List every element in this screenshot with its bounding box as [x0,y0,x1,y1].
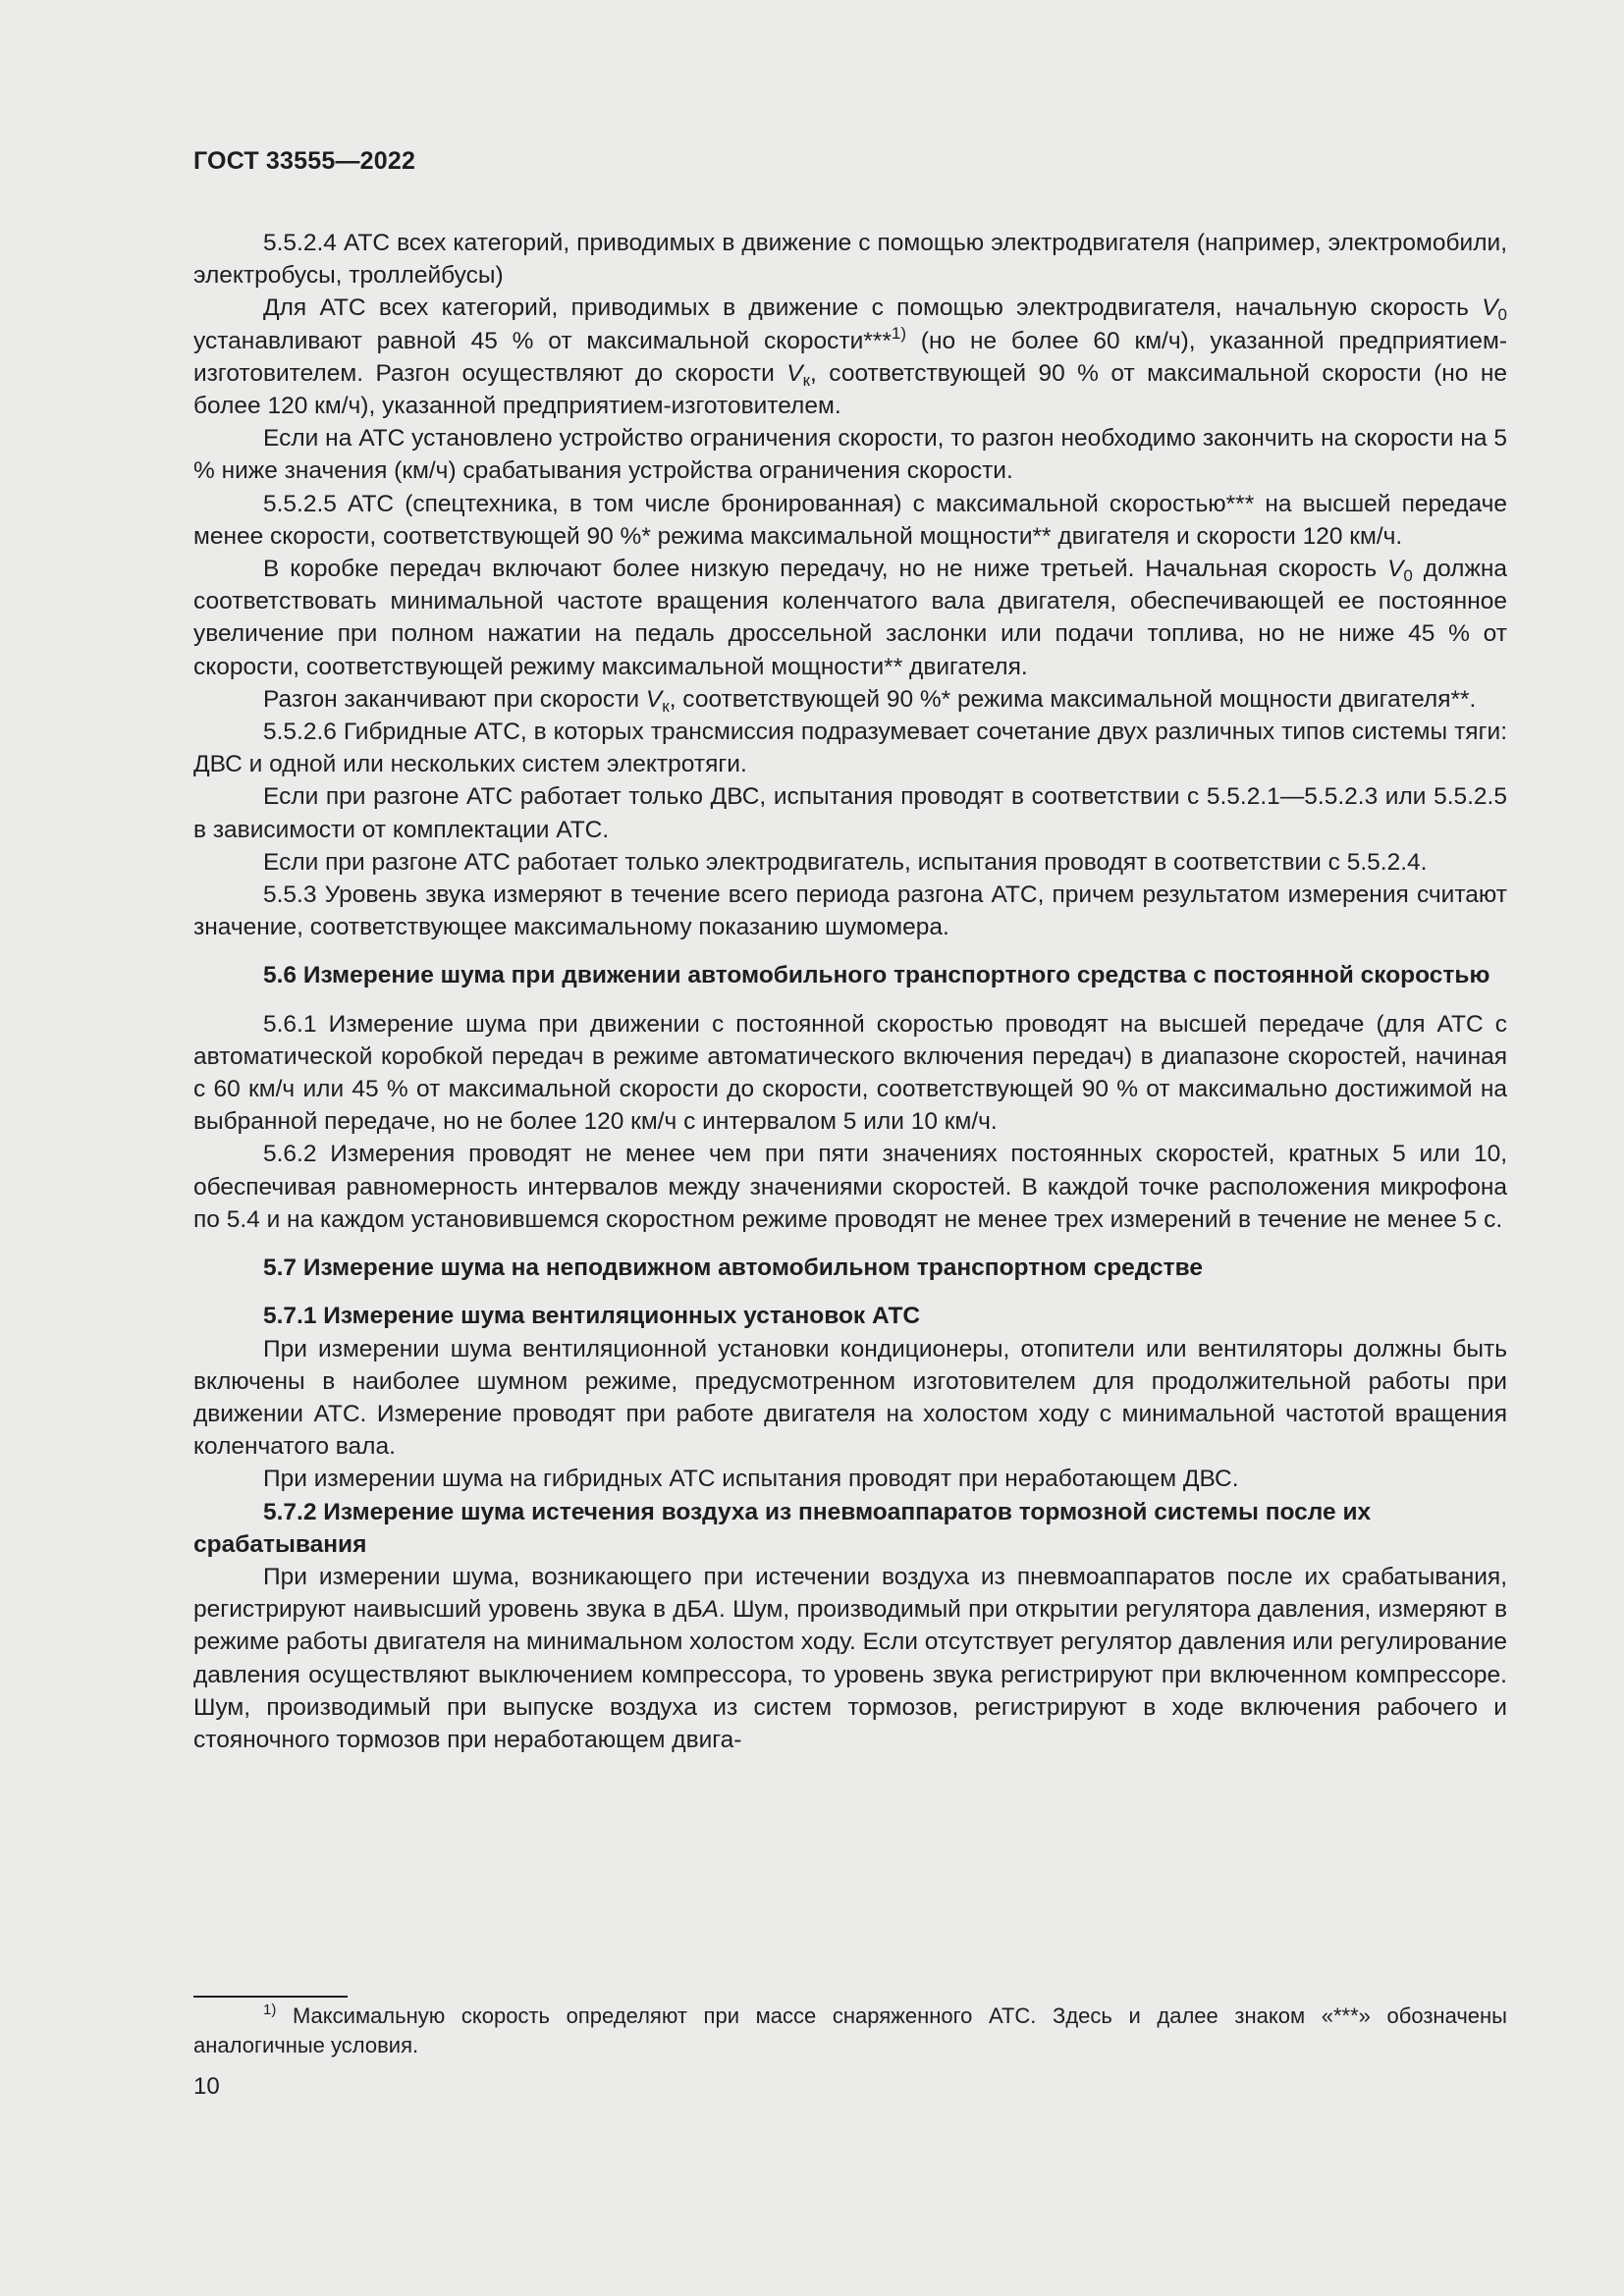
paragraph-5-5-2-6: 5.5.2.6 Гибридные АТС, в которых трансмиссия подразумевает сочетание двух различных типов системы тяги: ДВС и одной или нескольких систем электротяги. [193,719,1507,778]
paragraph-5-6-2: 5.6.2 Измерения проводят не менее чем при пяти значениях постоянных скоростей, кратных 5 или 10, обеспечивая равномерность интервалов между значениями скоростей. В каждой точке расположения микрофона по 5.4 и на каждом установившемся скоростном режиме проводят не менее трех измерений в течение не менее 5 с. [193,1141,1507,1233]
paragraph-gearbox-start-speed: В коробке передач включают более низкую передачу, но не ниже третьей. Начальная скорость $V_0$ должна соответствовать минимальной частоте вращения коленчатого вала двигателя, обеспечивающей ее постоянное увеличение при полном нажатии на педаль дроссельной заслонки или подачи топлива, но не ниже 45 % от скорости, соответствующей режиму максимальной мощности** двигателя. [193,556,1507,680]
paragraph-5-5-3: 5.5.3 Уровень звука измеряют в течение всего периода разгона АТС, причем результатом измерения считают значение, соответствующее максимальному показанию шумомера. [193,881,1507,941]
paragraph-electric-start-speed: Для АТС всех категорий, приводимых в движение с помощью электродвигателя, начальную скорость $V_0$ устанавливают равной 45 % от максимальной скорости***$^{1)}$ (но не более 60 км/ч), указанной предприятием-изготовителем. Разгон осуществляют до скорости $V_к$, соответствующей 90 % от максимальной скорости (но не более 120 км/ч), указанной предприятием-изготовителем. [193,294,1507,420]
document-body [193,227,1507,1756]
document-code-header: ГОСТ 33555—2022 [193,147,416,175]
paragraph-hybrid-ice-only: Если при разгоне АТС работает только ДВС, испытания проводят в соответствии с 5.5.2.1—5.5.2.3 или 5.5.2.5 в зависимости от комплектации АТС. [193,783,1507,843]
footnote-1: $^{1)}$ Максимальную скорость определяют при массе снаряженного АТС. Здесь и далее знаком «***» обозначены аналогичные условия. [193,2002,1507,2057]
paragraph-acceleration-end: Разгон заканчивают при скорости $V_к$, соответствующей 90 %* режима максимальной мощности двигателя**. [263,685,1477,716]
paragraph-hybrid-electric-only: Если при разгоне АТС работает только электродвигатель, испытания проводят в соответствии с 5.5.2.4. [263,848,1428,876]
section-heading-5-7-1: 5.7.1 Измерение шума вентиляционных установок АТС [263,1303,921,1330]
section-heading-5-7-2: 5.7.2 Измерение шума истечения воздуха из пневмоаппаратов тормозной системы после их срабатывания [193,1498,1372,1558]
footnote-divider [193,1996,348,1998]
paragraph-5-5-2-4: 5.5.2.4 АТС всех категорий, приводимых в движение с помощью электродвигателя (например, электромобили, электробусы, троллейбусы) [193,230,1507,290]
document-page [193,0,1507,2296]
footnote-marker: 1) [263,2002,277,2018]
paragraph-speed-limiter: Если на АТС установлено устройство ограничения скорости, то разгон необходимо закончить на скорости на 5 % ниже значения (км/ч) срабатывания устройства ограничения скорости. [193,425,1507,485]
section-heading-5-6: 5.6 Измерение шума при движении автомобильного транспортного средства с постоянной скоростью [263,962,1490,989]
paragraph-hybrid-ventilation: При измерении шума на гибридных АТС испытания проводят при неработающем ДВС. [263,1466,1239,1493]
paragraph-5-6-1: 5.6.1 Измерение шума при движении с постоянной скоростью проводят на высшей передаче (для АТС с автоматической коробкой передач в режиме автоматического включения передач) в диапазоне скоростей, начиная с 60 км/ч или 45 % от максимальной скорости до скорости, соответствующей 90 % от максимально достижимой на выбранной передаче, но не более 120 км/ч с интервалом 5 или 10 км/ч. [193,1010,1507,1136]
footnote-ref-1[interactable]: 1) [891,323,906,343]
section-heading-5-7: 5.7 Измерение шума на неподвижном автомобильном транспортном средстве [263,1255,1204,1282]
paragraph-5-5-2-5: 5.5.2.5 АТС (спецтехника, в том числе бронированная) с максимальной скоростью*** на высшей передаче менее скорости, соответствующей 90 %* режима максимальной мощности** двигателя и скорости 120 км/ч. [193,490,1507,550]
paragraph-air-release-noise: При измерении шума, возникающего при истечении воздуха из пневмоаппаратов после их срабатывания, регистрируют наивысший уровень звука в дБА. Шум, производимый при открытии регулятора давления, измеряют в режиме работы двигателя на минимальном холостом ходу. Если отсутствует регулятор давления или регулирование давления осуществляют выключением компрессора, то уровень звука регистрируют при включенном компрессоре. Шум, производимый при выпуске воздуха из систем тормозов, регистрируют в ходе включения рабочего и стояночного тормозов при неработающем двига- [193,1563,1508,1753]
paragraph-ventilation-noise: При измерении шума вентиляционной установки кондиционеры, отопители или вентиляторы должны быть включены в наиболее шумном режиме, предусмотренном изготовителем для продолжительной работы при движении АТС. Измерение проводят при работе двигателя на холостом ходу с минимальной частотой вращения коленчатого вала. [193,1335,1507,1461]
page-number: 10 [193,2073,220,2100]
